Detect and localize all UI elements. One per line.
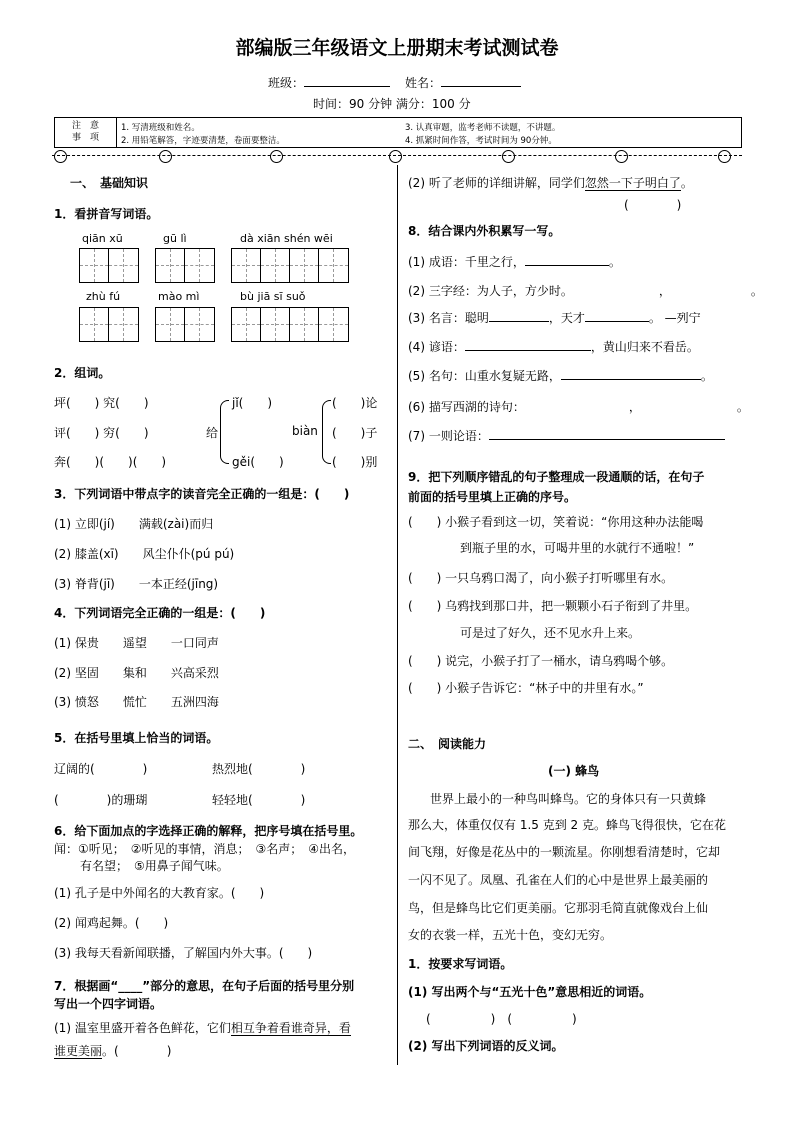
fill-item: 轻轻地( ) <box>212 793 306 807</box>
option: (1) 立即(jí) 满载(zài)而归 <box>54 517 214 531</box>
zuci-row: 奔( )( )( ) <box>54 455 167 469</box>
fill-item: ( )的珊瑚 <box>54 793 148 807</box>
page-title: 部编版三年级语文上册期末考试测试卷 <box>235 37 559 59</box>
order-item-cont: 可是过了好久，还不见水升上来。 <box>460 626 641 640</box>
notice-item: 3. 认真审题，监考老师不读题，不讲题。 <box>405 123 561 133</box>
notice-item: 1. 写清班级和姓名。 <box>121 123 200 133</box>
option: (3) 我每天看新闻联播，了解国内外大事。( ) <box>54 946 313 960</box>
brace-icon <box>322 400 331 464</box>
zuci-row: 评( ) 穷( ) <box>54 426 149 440</box>
notice-box <box>54 117 742 148</box>
order-item[interactable]: ( ) 说完，小猴子打了一桶水，请乌鸦喝个够。 <box>408 654 674 668</box>
passage-line: 女的衣裳一样，五光十色，变幻无穷。 <box>408 928 613 942</box>
brace-icon <box>220 400 229 464</box>
order-item[interactable]: ( ) 小猴子告诉它：“林子中的井里有水。” <box>408 681 644 695</box>
zuci-pinyin: biàn <box>292 424 318 438</box>
reading-question-1-2: (2) 写出下列词语的反义词。 <box>408 1039 564 1053</box>
writing-grid[interactable] <box>155 307 215 342</box>
option: (3) 脊背(jī) 一本正经(jīng) <box>54 577 219 591</box>
section-heading: 一、 基础知识 <box>70 176 149 190</box>
binding-hole-icon <box>54 150 67 163</box>
pinyin: gū lì <box>163 232 187 245</box>
reading-question-1: 1．按要求写词语。 <box>408 957 513 971</box>
question-2: 2．组词。 <box>54 366 111 380</box>
fill-line[interactable]: (4) 谚语： ，黄山归来不看岳。 <box>408 340 699 354</box>
passage-line: 那么大，体重仅仅有 1.5 克到 2 克。蜂鸟飞得很快，它在花 <box>408 818 726 832</box>
order-item[interactable]: ( ) 一只乌鸦口渴了，向小猴子打听哪里有水。 <box>408 571 674 585</box>
question-9: 9．把下列顺序错乱的句子整理成一段通顺的话，在句子 <box>408 470 705 484</box>
pinyin: bù jiā sī suǒ <box>240 290 306 303</box>
order-item-cont: 到瓶子里的水，可喝井里的水就行不通啦！” <box>460 541 695 555</box>
sentence: (1) 温室里盛开着各色鲜花，它们相互争着看谁奇异，看 <box>54 1021 351 1035</box>
passage-line: 鸟，但是蜂鸟比它们更美丽。它那羽毛简直就像戏台上仙 <box>408 901 709 915</box>
question-1: 1．看拼音写词语。 <box>54 207 159 221</box>
notice-label: 注 意 事 项 <box>55 118 117 147</box>
option: (1) 孔子是中外闻名的大教育家。( ) <box>54 886 265 900</box>
order-item[interactable]: ( ) 小猴子看到这一切，笑着说：“你用这种办法能喝 <box>408 515 704 529</box>
zuci-row: 坪( ) 究( ) <box>54 396 149 410</box>
passage-line: 一闪不见了。凤凰、孔雀在人们的心中是世界上最美丽的 <box>408 873 709 887</box>
question-3: 3．下列词语中带点字的读音完全正确的一组是：( ) <box>54 487 350 501</box>
fill-item: 热烈地( ) <box>212 762 306 776</box>
question-6: 6．给下面加点的字选择正确的解释，把序号填在括号里。 <box>54 824 363 838</box>
passage-line: 世界上最小的一种鸟叫蜂鸟。它的身体只有一只黄蜂 <box>430 792 707 806</box>
section-heading: 二、 阅读能力 <box>408 737 487 751</box>
fill-line[interactable]: (1) 成语：千里之行， 。 <box>408 255 621 269</box>
zuci-item: ( )子 <box>332 426 378 440</box>
definition: 闻：①听见； ②听见的事情，消息； ③名声； ④出名， <box>54 842 356 856</box>
time-score: 时间：90 分钟 满分：100 分 <box>313 97 471 111</box>
pinyin: mào mì <box>158 290 200 303</box>
zuci-pinyin: gěi( ) <box>232 455 284 469</box>
reading-title: (一) 蜂鸟 <box>548 764 600 778</box>
name-field[interactable] <box>405 74 521 91</box>
definition: 有名望； ⑤用鼻子闻气味。 <box>80 859 229 873</box>
sentence: (2) 听了老师的详细讲解，同学们忽然一下子明白了。 <box>408 176 693 190</box>
option: (2) 闻鸡起舞。( ) <box>54 916 169 930</box>
writing-grid[interactable] <box>155 248 215 283</box>
zuci-item: ( )别 <box>332 455 378 469</box>
zuci-item: ( )论 <box>332 396 378 410</box>
zuci-char: 给 <box>206 426 219 440</box>
option: (2) 膝盖(xī) 风尘仆仆(pú pú) <box>54 547 235 561</box>
reading-question-1-1: (1) 写出两个与“五光十色”意思相近的词语。 <box>408 985 652 999</box>
pinyin: qiān xū <box>82 232 123 245</box>
passage-line: 间飞翔，好像是花丛中的一颗流星。你刚想看清楚时，它却 <box>408 845 721 859</box>
binding-hole-icon <box>159 150 172 163</box>
fill-line[interactable]: (6) 描写西湖的诗句： ， 。 <box>408 400 749 414</box>
binding-hole-icon <box>718 150 731 163</box>
class-field[interactable] <box>268 74 390 91</box>
writing-grid[interactable] <box>231 307 349 342</box>
option: (2) 坚固 集和 兴高采烈 <box>54 666 219 680</box>
answer-paren[interactable]: ( ) <box>624 198 682 212</box>
question-4: 4．下列词语完全正确的一组是：( ) <box>54 606 266 620</box>
question-9-cont: 前面的括号里填上正确的序号。 <box>408 490 577 504</box>
pinyin: dà xiān shén wēi <box>240 232 333 245</box>
option: (3) 愤怒 慌忙 五洲四海 <box>54 695 219 709</box>
name-label: 姓名： <box>405 76 442 90</box>
binding-hole-icon <box>502 150 515 163</box>
binding-hole-icon <box>615 150 628 163</box>
class-label: 班级： <box>268 76 305 90</box>
writing-grid[interactable] <box>231 248 349 283</box>
notice-item: 2. 用铅笔解答，字迹要清楚，卷面要整洁。 <box>121 136 285 146</box>
notice-item: 4. 抓紧时间作答，考试时间为 90分钟。 <box>405 136 557 146</box>
answer-parens[interactable]: ( ) ( ) <box>426 1012 577 1026</box>
question-5: 5．在括号里填上恰当的词语。 <box>54 731 219 745</box>
binding-hole-icon <box>270 150 283 163</box>
writing-grid[interactable] <box>79 248 139 283</box>
order-item[interactable]: ( ) 乌鸦找到那口井，把一颗颗小石子衔到了井里。 <box>408 599 698 613</box>
option: (1) 保贵 遥望 一口同声 <box>54 636 219 650</box>
writing-grid[interactable] <box>79 307 139 342</box>
fill-line[interactable]: (7) 一则论语： <box>408 427 725 444</box>
column-divider <box>397 165 398 1065</box>
pinyin: zhù fú <box>86 290 121 303</box>
binding-hole-icon <box>389 150 402 163</box>
question-8: 8．结合课内外积累写一写。 <box>408 224 561 238</box>
fill-item: 辽阔的( ) <box>54 762 148 776</box>
question-7-cont: 写出一个四字词语。 <box>54 997 163 1011</box>
fill-line[interactable]: (3) 名言：聪明 ，天才 。 —列宁 <box>408 311 701 325</box>
sentence-cont: 谁更美丽。( ) <box>54 1044 172 1058</box>
fill-line[interactable]: (5) 名句：山重水复疑无路， 。 <box>408 369 713 383</box>
zuci-pinyin: jǐ( ) <box>232 396 273 410</box>
question-7: 7．根据画“____”部分的意思，在句子后面的括号里分别 <box>54 979 355 993</box>
fill-line[interactable]: (2) 三字经：为人子，方少时。 ， 。 <box>408 284 763 298</box>
